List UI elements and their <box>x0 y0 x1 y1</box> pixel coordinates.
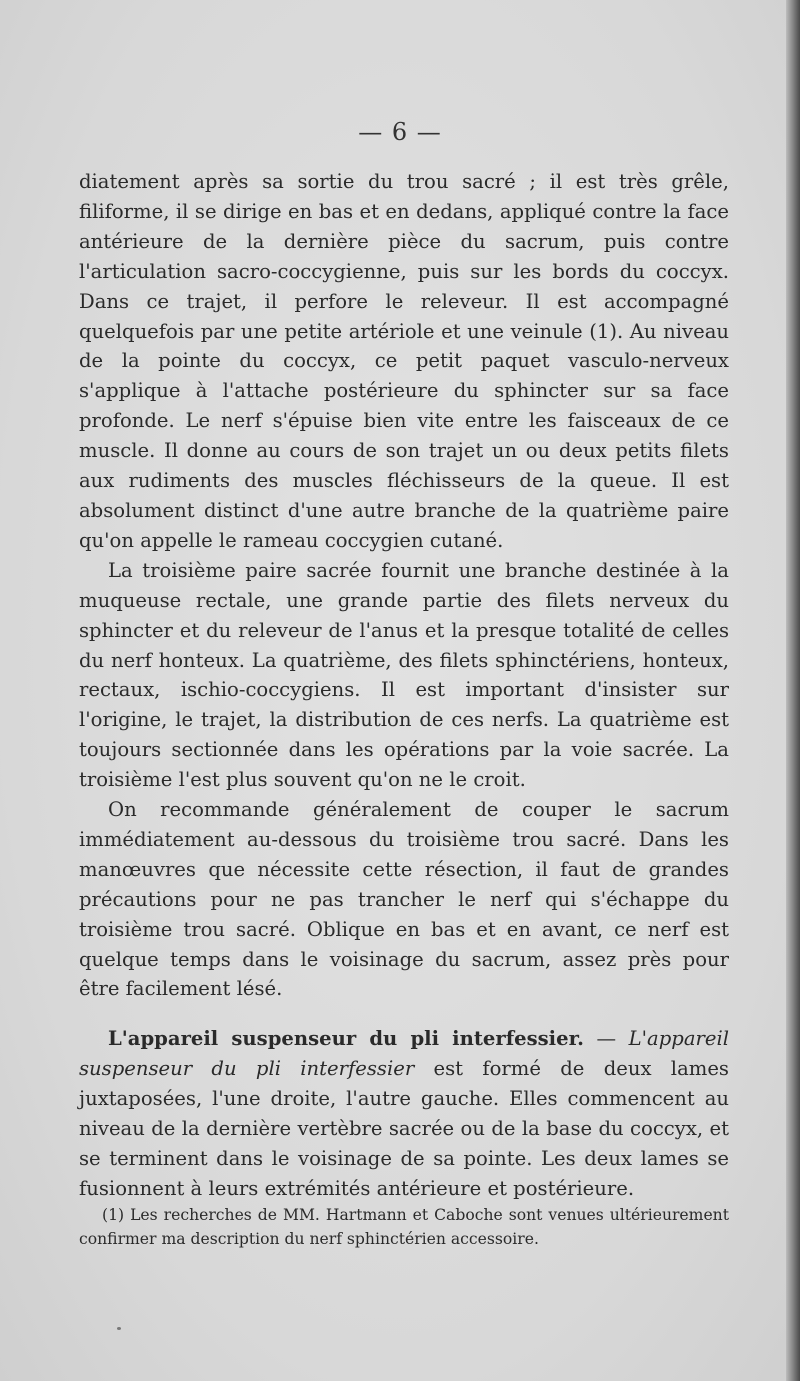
body-text <box>79 167 729 1204</box>
section-text: est formé de deux lames juxtaposées, l'une droite, l'autre gauche. Elles commencent au niveau de la dernière vertèbre sacrée ou de la base du coccyx, et se terminent dans le voisinage de sa pointe. Les deux lames se fusionnent à leurs extrémités antérieure et postérieure. <box>79 1057 729 1200</box>
footnote-text: (1) Les recherches de MM. Hartmann et Caboche sont venues ultérieurement confirmer ma description du nerf sphinctérien accessoire. <box>79 1206 729 1248</box>
section-heading: L'appareil suspenseur du pli interfessier. <box>108 1027 584 1051</box>
section-italic-lead: L'appareil suspenseur du pli interfessier <box>79 1027 729 1081</box>
paragraph-recommendation: On recommande généralement de couper le sacrum immédiatement au-dessous du troisième trou sacré. Dans les manœuvres que nécessite cette résection, il faut de grandes précautions pour ne pas trancher le nerf qui s'échappe du troisième trou sacré. Oblique en bas et en avant, ce nerf est quelque temps dans le voisinage du sacrum, assez près pour être facilement lésé. <box>79 798 729 1001</box>
section-paragraph <box>79 1024 729 1203</box>
page-edge-shadow <box>786 0 800 1381</box>
section-dash: — <box>583 1027 629 1051</box>
footnote <box>79 1203 729 1251</box>
paragraph-third-pair: La troisième paire sacrée fournit une branche destinée à la muqueuse rectale, une grande partie des filets nerveux du sphincter et du releveur de l'anus et la presque totalité de celles du nerf honteux. La quatrième, des filets sphinctériens, honteux, rectaux, ischio-coccygiens. Il est important d'insister sur l'origine, le trajet, la distribution de ces nerfs. La quatrième est toujours sectionnée dans les opérations par la voie sacrée. La troisième l'est plus souvent qu'on ne le croit. <box>79 558 729 792</box>
paper-speck <box>117 1327 121 1330</box>
paragraph-continued: diatement après sa sortie du trou sacré ; il est très grêle, filiforme, il se dirige en bas et en dedans, appliqué contre la face antérieure de la dernière pièce du sacrum, puis contre l'articulation sacro-coccygienne, puis sur les bords du coccyx. Dans ce trajet, il perfore le releveur. Il est accompagné quelquefois par une petite artériole et une veinule (1). Au niveau de la pointe du coccyx, ce petit paquet vasculo-nerveux s'applique à l'attache postérieure du sphincter sur sa face profonde. Le nerf s'épuise bien vite entre les faisceaux de ce muscle. Il donne au cours de son trajet un ou deux petits filets aux rudiments des muscles fléchisseurs de la queue. Il est absolument distinct d'une autre branche de la quatrième paire qu'on appelle le rameau coccygien cutané. <box>79 170 729 552</box>
page-number: — 6 — <box>358 118 442 146</box>
